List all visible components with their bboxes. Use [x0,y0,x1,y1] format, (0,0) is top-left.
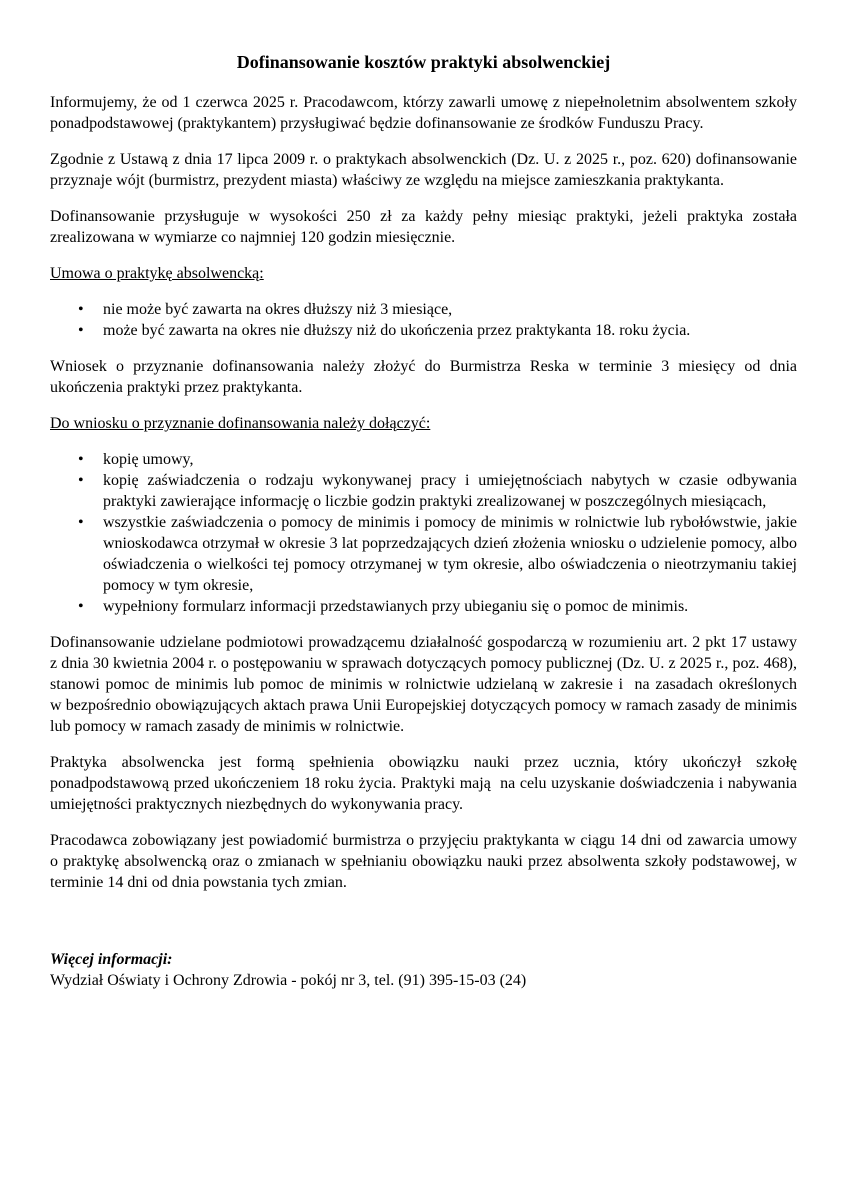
list-item: • wszystkie zaświadczenia o pomocy de minimis i pomocy de minimis w rolnictwie lub rybołówstwie, jakie wnioskodawca otrzymał w okresie 3 lat poprzedzających dzień złożenia wniosku o udzielenie pomocy, albo oświadczenia o wielkości tej pomocy otrzymanej w tym okresie, albo oświadczenia o nieotrzymaniu takiej pomocy w tym okresie, [50,512,797,596]
list-item: • kopię umowy, [50,449,797,470]
paragraph-ustawa: Zgodnie z Ustawą z dnia 17 lipca 2009 r. o praktykach absolwenckich (Dz. U. z 2025 r., poz. 620) dofinansowanie przyznaje wójt (burmistrz, prezydent miasta) właściwy ze względu na miejsce zamieszkania praktykanta. [50,151,797,189]
paragraph-praktyka: Praktyka absolwencka jest formą spełnienia obowiązku nauki przez ucznia, który ukończył szkołę ponadpodstawową przed ukończeniem 18 roku życia. Praktyki mają na celu uzyskanie doświadczenia i nabywania umiejętności praktycznych niezbędnych do wykonywania pracy. [50,754,797,813]
section-heading-zalaczniki: Do wniosku o przyznanie dofinansowania należy dołączyć: [50,415,431,432]
footer-info [50,949,797,991]
section-heading-umowa: Umowa o praktykę absolwencką: [50,265,264,282]
list-zalaczniki [50,449,797,617]
list-item: • kopię zaświadczenia o rodzaju wykonywanej pracy i umiejętnościach nabytych w czasie odbywania praktyki zawierające informację o liczbie godzin praktyki zrealizowanej w poszczególnych miesiącach, [50,470,797,512]
paragraph-kwota: Dofinansowanie przysługuje w wysokości 250 zł za każdy pełny miesiąc praktyki, jeżeli praktyka została zrealizowana w wymiarze co najmniej 120 godzin miesięcznie. [50,208,797,246]
paragraph-pracodawca: Pracodawca zobowiązany jest powiadomić burmistrza o przyjęciu praktykanta w ciągu 14 dni od zawarcia umowy o praktykę absolwencką oraz o zmianach w spełnianiu obowiązku nauki przez absolwenta szkoły podstawowej, w terminie 14 dni od dnia powstania tych zmian. [50,832,797,891]
list-umowa [50,299,797,341]
list-item: • nie może być zawarta na okres dłuższy niż 3 miesiące, [50,299,797,320]
more-info-label: Więcej informacji: [50,951,173,968]
list-item: • może być zawarta na okres nie dłuższy niż do ukończenia przez praktykanta 18. roku życia. [50,320,797,341]
paragraph-wniosek: Wniosek o przyznanie dofinansowania należy złożyć do Burmistrza Reska w terminie 3 miesięcy od dnia ukończenia praktyki przez praktykanta. [50,358,797,396]
list-item: • wypełniony formularz informacji przedstawianych przy ubieganiu się o pomoc de minimis. [50,596,797,617]
contact-line: Wydział Oświaty i Ochrony Zdrowia - pokój nr 3, tel. (91) 395-15-03 (24) [50,972,527,989]
paragraph-intro: Informujemy, że od 1 czerwca 2025 r. Pracodawcom, którzy zawarli umowę z niepełnoletnim absolwentem szkoły ponadpodstawowej (praktykantem) przysługiwać będzie dofinansowanie ze środków Funduszu Pracy. [50,94,797,132]
paragraph-pomoc-de-minimis: Dofinansowanie udzielane podmiotowi prowadzącemu działalność gospodarczą w rozumieniu art. 2 pkt 17 ustawy z dnia 30 kwietnia 2004 r. o postępowaniu w sprawach dotyczących pomocy publicznej (Dz. U. z 2025 r., poz. 468), stanowi pomoc de minimis lub pomoc de minimis w rolnictwie udzielaną w zakresie i na zasadach określonych w bezpośrednio obowiązujących aktach prawa Unii Europejskiej dotyczących pomocy w ramach zasady de minimis lub pomocy w ramach zasady de minimis w rolnictwie. [50,634,797,735]
page-title: Dofinansowanie kosztów praktyki absolwenckiej [236,52,611,72]
